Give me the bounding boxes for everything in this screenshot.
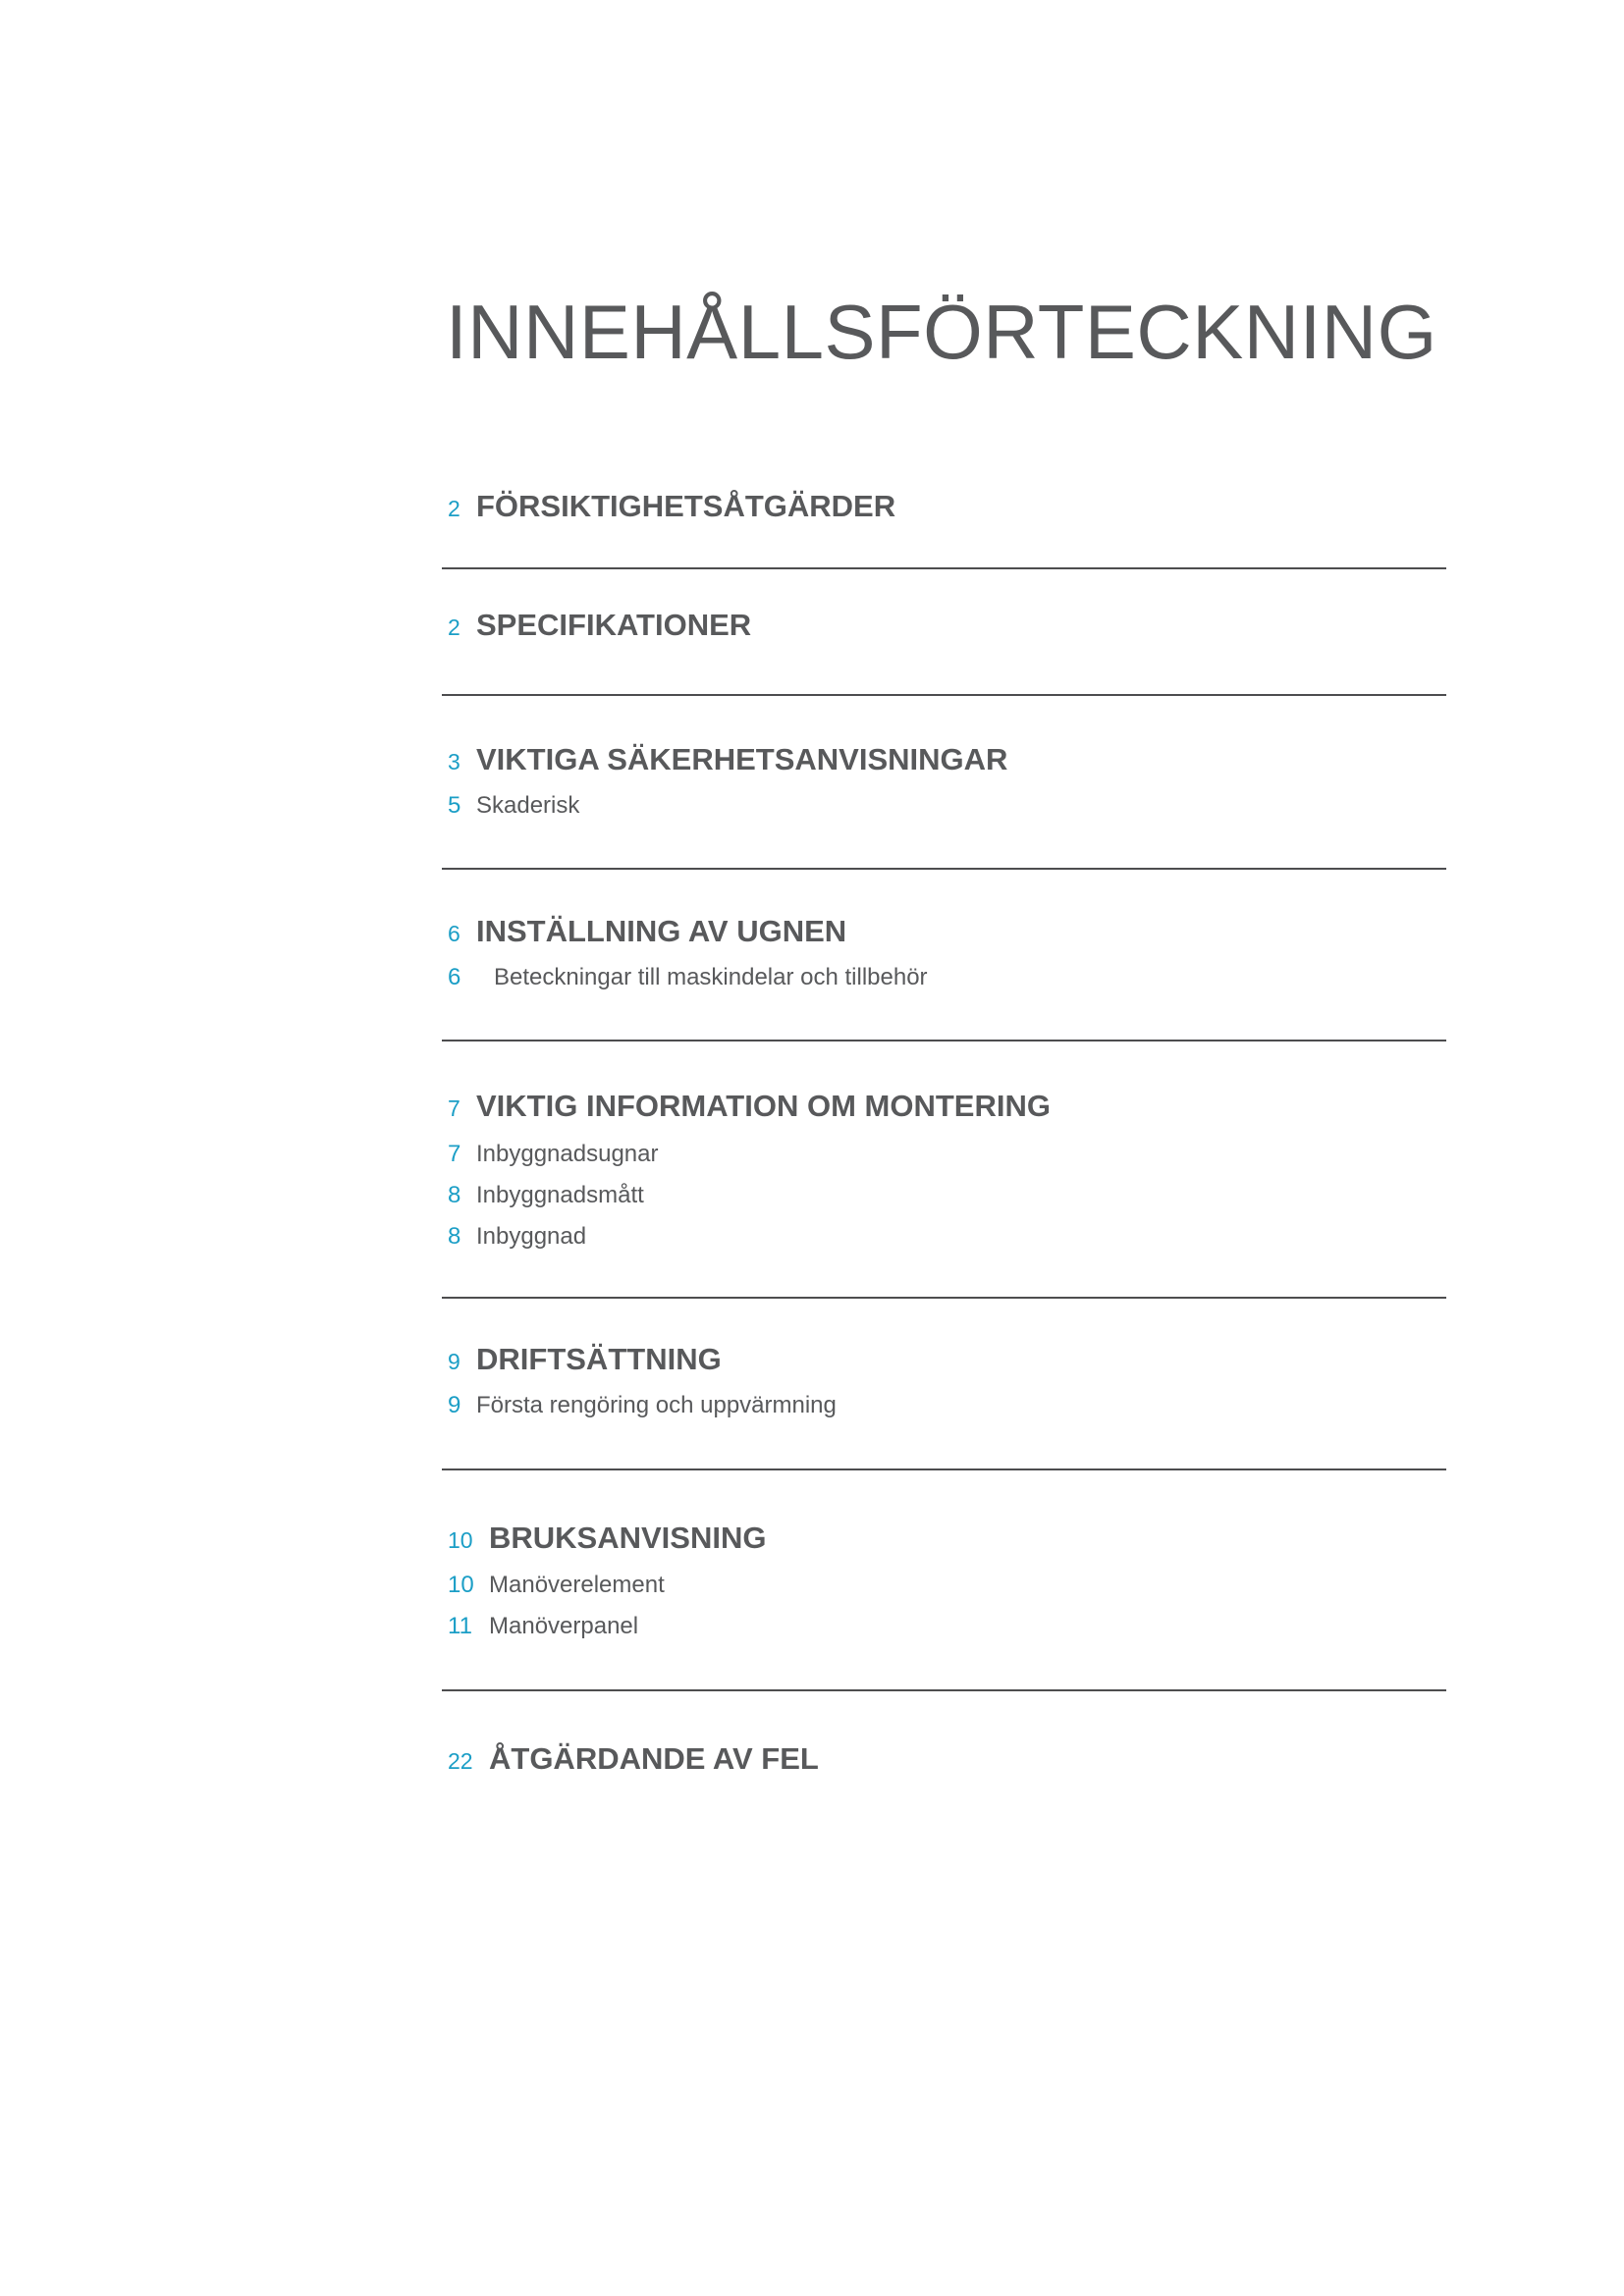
page-number: 22 [448, 1748, 473, 1774]
subentry-label: Inbyggnadsugnar [476, 1141, 659, 1167]
divider [442, 1297, 1446, 1299]
divider [442, 1689, 1446, 1691]
page-number: 11 [448, 1613, 472, 1639]
section-heading: VIKTIG INFORMATION OM MONTERING [476, 1089, 1051, 1123]
toc-subentry-inbyggnad[interactable] [448, 1223, 586, 1251]
toc-entry-forsiktighetsatgarder[interactable] [448, 489, 895, 524]
page-number: 9 [448, 1392, 461, 1418]
page-number: 10 [448, 1572, 474, 1598]
toc-subentry-skaderisk[interactable] [448, 792, 579, 820]
page-number: 2 [448, 496, 460, 521]
page-number: 7 [448, 1141, 461, 1167]
toc-subentry-inbyggnadsmatt[interactable] [448, 1182, 644, 1209]
page-number: 8 [448, 1223, 461, 1250]
section-heading: VIKTIGA SÄKERHETSANVISNINGAR [476, 742, 1008, 776]
page-number: 3 [448, 749, 460, 774]
page-number: 9 [448, 1349, 460, 1374]
subentry-label: Manöverelement [489, 1572, 665, 1598]
toc-subentry-manoverelement[interactable] [448, 1572, 665, 1599]
toc-entry-viktig-information-om-montering[interactable] [448, 1089, 1051, 1124]
subentry-label: Inbyggnadsmått [476, 1182, 644, 1208]
section-heading: ÅTGÄRDANDE AV FEL [489, 1741, 819, 1776]
subentry-label: Inbyggnad [476, 1223, 587, 1250]
toc-entry-driftsattning[interactable] [448, 1342, 722, 1377]
subentry-label: Beteckningar till maskindelar och tillbehör [494, 964, 928, 990]
subentry-label: Skaderisk [476, 792, 580, 819]
divider [442, 868, 1446, 870]
toc-entry-installning-av-ugnen[interactable] [448, 914, 846, 949]
page-number: 5 [448, 792, 461, 819]
subentry-label: Första rengöring och uppvärmning [476, 1392, 837, 1418]
toc-entry-atgardande-av-fel[interactable] [448, 1741, 819, 1777]
toc-subentry-inbyggnadsugnar[interactable] [448, 1141, 658, 1168]
page-number: 7 [448, 1095, 460, 1121]
divider [442, 1040, 1446, 1041]
toc-subentry-forsta-rengoring[interactable] [448, 1392, 837, 1419]
section-heading: DRIFTSÄTTNING [476, 1342, 722, 1376]
toc-entry-specifikationer[interactable] [448, 608, 751, 643]
toc-entry-bruksanvisning[interactable] [448, 1521, 766, 1556]
divider [442, 1468, 1446, 1470]
page-number: 6 [448, 964, 461, 990]
toc-entry-viktiga-sakerhetsanvisningar[interactable] [448, 742, 1007, 777]
divider [442, 567, 1446, 569]
page-number: 2 [448, 614, 460, 640]
page-number: 8 [448, 1182, 461, 1208]
page-number: 6 [448, 921, 460, 946]
section-heading: BRUKSANVISNING [489, 1521, 767, 1555]
page-number: 10 [448, 1527, 473, 1553]
section-heading: SPECIFIKATIONER [476, 608, 752, 642]
section-heading: FÖRSIKTIGHETSÅTGÄRDER [476, 489, 896, 523]
divider [442, 694, 1446, 696]
section-heading: INSTÄLLNING AV UGNEN [476, 914, 847, 948]
subentry-label: Manöverpanel [489, 1613, 639, 1639]
toc-subentry-manoverpanel[interactable] [448, 1613, 638, 1640]
toc-subentry-beteckningar[interactable] [448, 964, 928, 991]
page-title: INNEHÅLLSFÖRTECKNING [446, 289, 1437, 375]
